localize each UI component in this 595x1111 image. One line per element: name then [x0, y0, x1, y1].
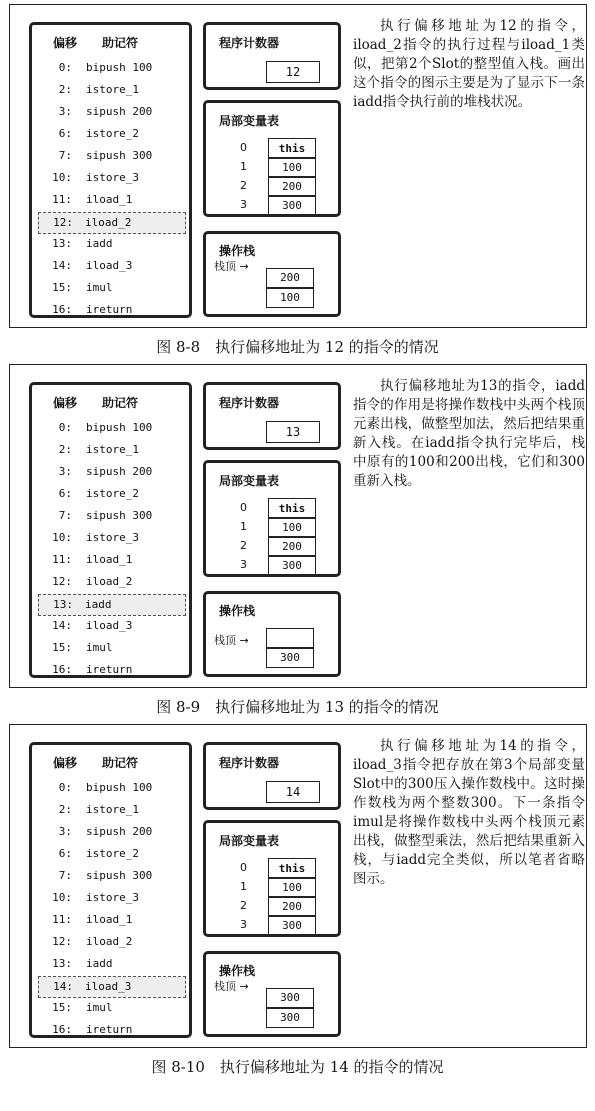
instruction-row: [40, 910, 184, 930]
bytecode-listing: [29, 382, 192, 678]
local-variable-row: [212, 896, 322, 916]
local-variable-table-title: 局部变量表: [219, 114, 280, 128]
instruction-row: [40, 616, 184, 636]
instruction-row: [40, 638, 184, 658]
local-variable-value: 100: [268, 517, 316, 538]
instruction-offset: 6:: [58, 847, 72, 860]
local-variable-index: 0: [240, 861, 247, 874]
instruction-offset: 0:: [58, 421, 72, 434]
instruction-mnemonic: iload_1: [86, 553, 133, 566]
operand-stack-title: 操作栈: [219, 964, 256, 978]
instruction-offset: 7:: [58, 869, 72, 882]
figure-panel: [0, 360, 595, 730]
instruction-row: [40, 932, 184, 952]
instruction-row: [40, 300, 184, 320]
instruction-row: [40, 778, 184, 798]
local-variable-row: [212, 915, 322, 935]
local-variable-index: 1: [240, 160, 247, 173]
stack-slot: 300: [266, 1008, 314, 1028]
local-variable-index: 3: [240, 198, 247, 211]
instruction-offset: 12:: [53, 216, 73, 229]
instruction-offset: 3:: [58, 105, 72, 118]
local-variable-index: 0: [240, 501, 247, 514]
instruction-offset: 13:: [53, 598, 73, 611]
mnemonic-column-header: 助记符: [102, 396, 139, 410]
instruction-row: [40, 550, 184, 570]
local-variable-table-title: 局部变量表: [219, 834, 280, 848]
instruction-row: [40, 800, 184, 820]
instruction-mnemonic: sipush 200: [86, 465, 153, 478]
local-variable-value: 200: [268, 536, 316, 557]
instruction-offset: 11:: [52, 193, 72, 206]
instruction-offset: 3:: [58, 465, 72, 478]
instruction-mnemonic: iload_3: [86, 259, 133, 272]
instruction-offset: 2:: [58, 83, 72, 96]
local-variable-row: [212, 138, 322, 158]
instruction-offset: 15:: [52, 641, 72, 654]
local-variable-row: [212, 517, 322, 537]
instruction-mnemonic: imul: [86, 1001, 113, 1014]
local-variable-index: 2: [240, 179, 247, 192]
instruction-mnemonic: imul: [86, 281, 113, 294]
program-counter-value: 13: [266, 421, 320, 443]
instruction-row: [40, 822, 184, 842]
instruction-mnemonic: istore_2: [86, 847, 139, 860]
instruction-offset: 14:: [52, 619, 72, 632]
instruction-offset: 11:: [52, 553, 72, 566]
instruction-mnemonic: iload_2: [85, 216, 132, 229]
instruction-row: [40, 528, 184, 548]
stack-top-label: 栈顶 →: [214, 634, 249, 647]
local-variable-row: [212, 498, 322, 518]
program-counter-box: [203, 742, 341, 810]
figure-description: 执行偏移地址为12的指令，iload_2指令的执行过程与iload_1类似，把第2个Slot的整型值入栈。画出这个指令的图示主要是为了显示下一条iadd指令执行前的堆栈状况。: [353, 18, 585, 110]
instruction-offset: 16:: [52, 663, 72, 676]
instruction-offset: 0:: [58, 781, 72, 794]
instruction-row: [40, 256, 184, 276]
instruction-mnemonic: istore_2: [86, 127, 139, 140]
instruction-row: [40, 278, 184, 298]
program-counter-value: 12: [266, 61, 320, 83]
figure-frame: [9, 364, 587, 688]
local-variable-row: [212, 858, 322, 878]
local-variable-row: [212, 176, 322, 196]
instruction-offset: 11:: [52, 913, 72, 926]
instruction-offset: 15:: [52, 1001, 72, 1014]
current-instruction-row: [38, 594, 186, 616]
instruction-row: [40, 572, 184, 592]
instruction-row: [40, 440, 184, 460]
program-counter-value: 14: [266, 781, 320, 803]
instruction-offset: 15:: [52, 281, 72, 294]
program-counter-box: [203, 22, 341, 90]
instruction-offset: 7:: [58, 149, 72, 162]
instruction-offset: 3:: [58, 825, 72, 838]
mnemonic-column-header: 助记符: [102, 36, 139, 50]
offset-column-header: 偏移: [53, 36, 78, 50]
instruction-row: [40, 888, 184, 908]
instruction-offset: 14:: [53, 980, 73, 993]
instruction-row: [40, 506, 184, 526]
local-variable-index: 1: [240, 520, 247, 533]
instruction-offset: 14:: [52, 259, 72, 272]
local-variable-row: [212, 157, 322, 177]
program-counter-box: [203, 382, 341, 450]
instruction-row: [40, 660, 184, 680]
instruction-mnemonic: bipush 100: [86, 421, 153, 434]
figure-frame: [9, 724, 587, 1048]
instruction-mnemonic: bipush 100: [86, 61, 153, 74]
instruction-mnemonic: iload_2: [86, 935, 133, 948]
offset-column-header: 偏移: [53, 396, 78, 410]
instruction-row: [40, 462, 184, 482]
local-variable-table: [203, 100, 341, 217]
local-variable-table-title: 局部变量表: [219, 474, 280, 488]
instruction-offset: 10:: [52, 531, 72, 544]
local-variable-value: 100: [268, 877, 316, 898]
offset-column-header: 偏移: [53, 756, 78, 770]
instruction-offset: 16:: [52, 1023, 72, 1036]
instruction-row: [40, 844, 184, 864]
local-variable-value: 300: [268, 195, 316, 216]
instruction-mnemonic: istore_2: [86, 487, 139, 500]
local-variable-index: 2: [240, 539, 247, 552]
mnemonic-column-header: 助记符: [102, 756, 139, 770]
stack-slot: 200: [266, 268, 314, 288]
instruction-offset: 12:: [52, 935, 72, 948]
stack-top-label: 栈顶 →: [214, 260, 249, 273]
local-variable-value: 200: [268, 896, 316, 917]
local-variable-index: 2: [240, 899, 247, 912]
instruction-mnemonic: sipush 200: [86, 105, 153, 118]
instruction-mnemonic: sipush 200: [86, 825, 153, 838]
instruction-mnemonic: iload_3: [86, 619, 133, 632]
instruction-mnemonic: iadd: [85, 598, 112, 611]
operand-stack-title: 操作栈: [219, 244, 256, 258]
instruction-mnemonic: imul: [86, 641, 113, 654]
instruction-offset: 7:: [58, 509, 72, 522]
local-variable-value: 300: [268, 915, 316, 936]
figure-panel: [0, 720, 595, 1090]
instruction-row: [40, 234, 184, 254]
instruction-mnemonic: istore_3: [86, 531, 139, 544]
instruction-mnemonic: istore_1: [86, 803, 139, 816]
current-instruction-row: [38, 212, 186, 234]
instruction-offset: 6:: [58, 127, 72, 140]
stack-slot: 300: [266, 988, 314, 1008]
instruction-mnemonic: istore_1: [86, 83, 139, 96]
figure-caption: 图 8-9 执行偏移地址为 13 的指令的情况: [156, 698, 439, 716]
instruction-mnemonic: iload_2: [86, 575, 133, 588]
local-variable-index: 0: [240, 141, 247, 154]
instruction-row: [40, 1020, 184, 1040]
instruction-offset: 2:: [58, 443, 72, 456]
program-counter-title: 程序计数器: [219, 756, 280, 770]
figure-description: 执行偏移地址为13的指令，iadd指令的作用是将操作数栈中头两个栈顶元素出栈，做整型加法，然后把结果重新入栈。在iadd指令执行完毕后，栈中原有的100和200出栈，它们和300重新入栈。: [353, 378, 585, 489]
figure-frame: [9, 4, 587, 328]
instruction-offset: 6:: [58, 487, 72, 500]
local-variable-table: [203, 820, 341, 937]
current-instruction-row: [38, 976, 186, 998]
instruction-mnemonic: sipush 300: [86, 869, 153, 882]
stack-slot: [266, 628, 314, 648]
operand-stack: [203, 231, 341, 317]
local-variable-index: 3: [240, 918, 247, 931]
instruction-row: [40, 102, 184, 122]
local-variable-index: 1: [240, 880, 247, 893]
bytecode-listing: [29, 22, 192, 318]
instruction-offset: 10:: [52, 891, 72, 904]
local-variable-row: [212, 555, 322, 575]
stack-slot: 300: [266, 648, 314, 668]
figure-caption: 图 8-8 执行偏移地址为 12 的指令的情况: [156, 338, 439, 356]
figure-description: 执行偏移地址为14的指令，iload_3指令把存放在第3个局部变量Slot中的300压入操作数栈中。这时操作数栈为两个整数300。下一条指令imul是将操作数栈中头两个栈顶元素出栈，做整型乘法，然后把结果重新入栈，与iadd完全类似，所以笔者省略图示。: [353, 738, 585, 887]
instruction-row: [40, 58, 184, 78]
local-variable-index: 3: [240, 558, 247, 571]
instruction-offset: 10:: [52, 171, 72, 184]
instruction-offset: 0:: [58, 61, 72, 74]
operand-stack-title: 操作栈: [219, 604, 256, 618]
stack-top-label: 栈顶 →: [214, 980, 249, 993]
stack-slot: 100: [266, 288, 314, 308]
local-variable-value: 200: [268, 176, 316, 197]
instruction-offset: 2:: [58, 803, 72, 816]
instruction-row: [40, 866, 184, 886]
instruction-row: [40, 190, 184, 210]
instruction-mnemonic: sipush 300: [86, 149, 153, 162]
operand-stack: [203, 591, 341, 677]
local-variable-row: [212, 877, 322, 897]
instruction-offset: 12:: [52, 575, 72, 588]
instruction-offset: 13:: [52, 237, 72, 250]
operand-stack: [203, 951, 341, 1037]
instruction-offset: 13:: [52, 957, 72, 970]
instruction-offset: 16:: [52, 303, 72, 316]
instruction-row: [40, 418, 184, 438]
instruction-mnemonic: ireturn: [86, 663, 133, 676]
instruction-row: [40, 168, 184, 188]
instruction-row: [40, 998, 184, 1018]
instruction-mnemonic: istore_1: [86, 443, 139, 456]
local-variable-row: [212, 536, 322, 556]
local-variable-value: this: [268, 858, 316, 879]
figure-caption: 图 8-10 执行偏移地址为 14 的指令的情况: [151, 1058, 444, 1076]
local-variable-value: this: [268, 498, 316, 519]
local-variable-table: [203, 460, 341, 577]
instruction-row: [40, 146, 184, 166]
figure-panel: [0, 0, 595, 370]
instruction-mnemonic: sipush 300: [86, 509, 153, 522]
local-variable-value: 300: [268, 555, 316, 576]
instruction-mnemonic: iadd: [86, 957, 113, 970]
instruction-mnemonic: iadd: [86, 237, 113, 250]
instruction-mnemonic: istore_3: [86, 171, 139, 184]
program-counter-title: 程序计数器: [219, 396, 280, 410]
bytecode-listing: [29, 742, 192, 1038]
instruction-row: [40, 80, 184, 100]
instruction-row: [40, 484, 184, 504]
program-counter-title: 程序计数器: [219, 36, 280, 50]
instruction-mnemonic: iload_3: [85, 980, 132, 993]
instruction-mnemonic: iload_1: [86, 913, 133, 926]
instruction-mnemonic: iload_1: [86, 193, 133, 206]
instruction-mnemonic: ireturn: [86, 1023, 133, 1036]
instruction-row: [40, 954, 184, 974]
instruction-mnemonic: istore_3: [86, 891, 139, 904]
instruction-row: [40, 124, 184, 144]
local-variable-row: [212, 195, 322, 215]
local-variable-value: 100: [268, 157, 316, 178]
instruction-mnemonic: bipush 100: [86, 781, 153, 794]
instruction-mnemonic: ireturn: [86, 303, 133, 316]
local-variable-value: this: [268, 138, 316, 159]
